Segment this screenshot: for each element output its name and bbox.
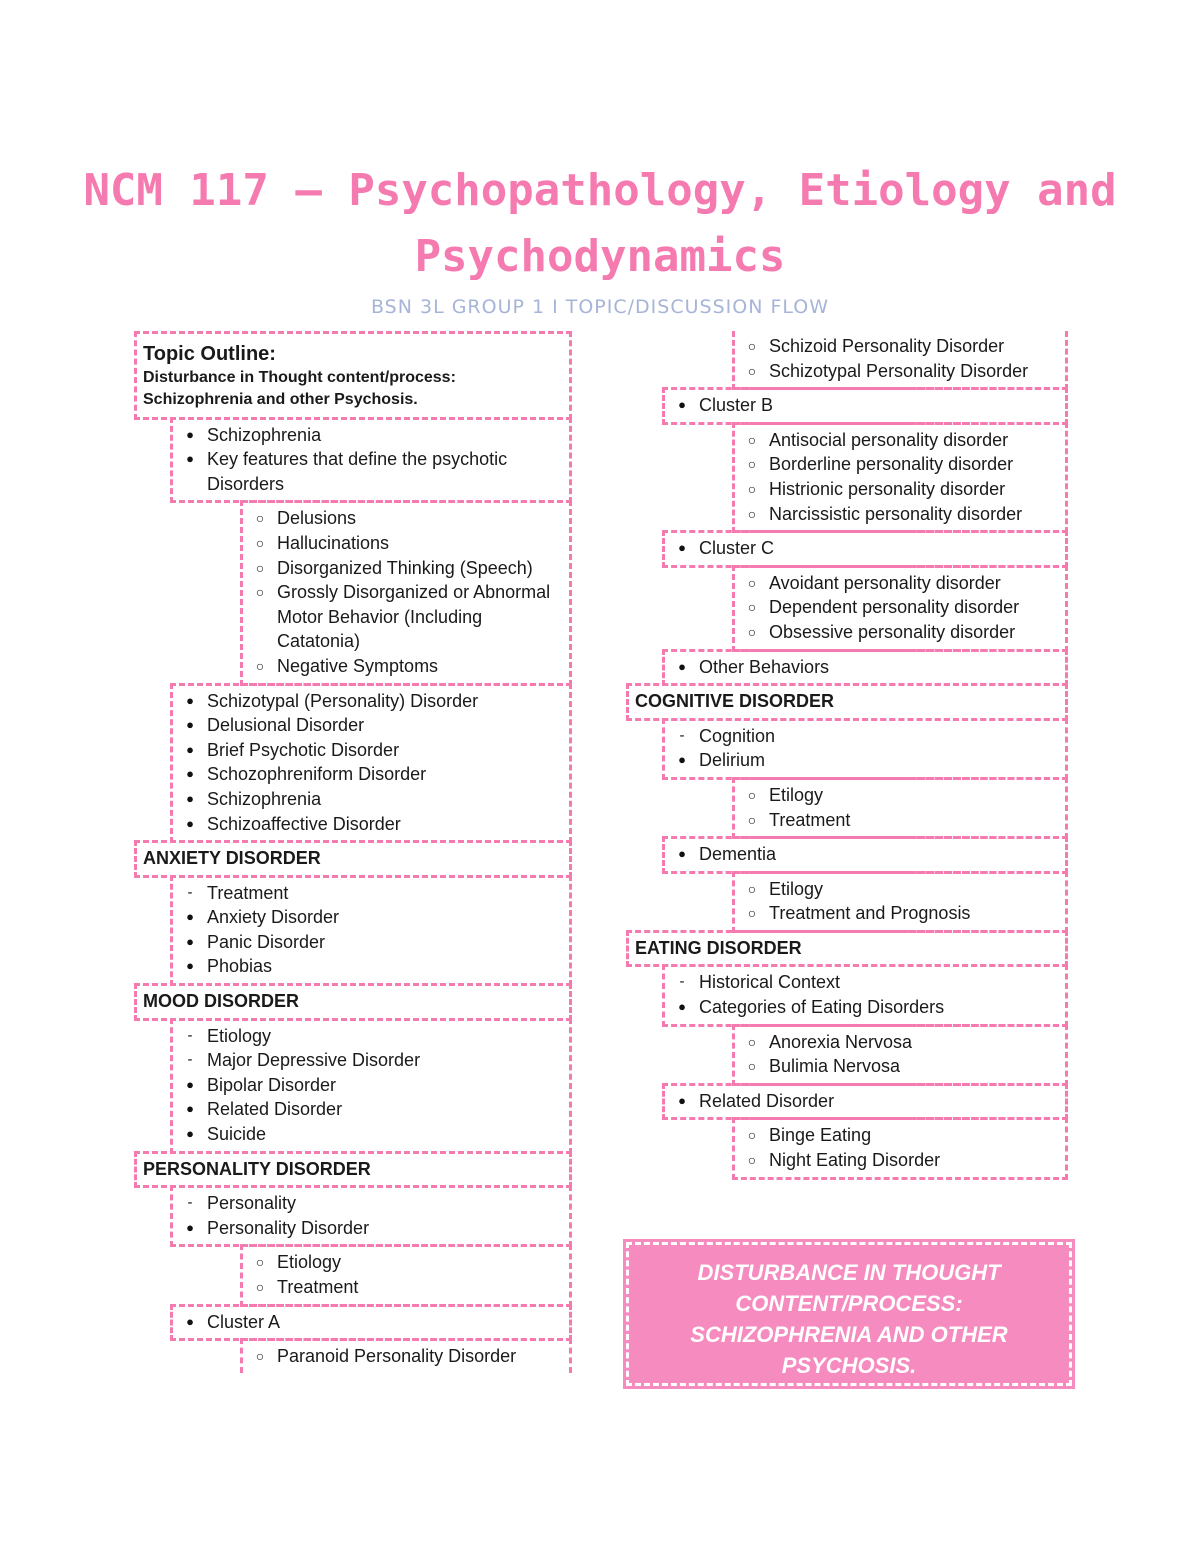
list-item: ○ Schizoid Personality Disorder [735,334,1057,359]
list-item: Catatonia) [277,631,361,652]
bullet-icon: ● [678,397,686,413]
circle-bullet-icon: ○ [747,1058,757,1075]
bullet-icon: ● [678,752,686,768]
dementia-sub-box [732,871,1068,933]
psychotic-features-box [240,500,572,685]
personality-heading-box [134,1151,572,1189]
bullet-icon: ● [186,717,194,733]
list-item: ● Cluster A [173,1310,561,1335]
bullet-icon: ● [186,958,194,974]
topic-outline-sub-2: Schizophrenia and other Psychosis. [143,390,418,408]
dash-icon: - [679,973,685,991]
callout-line-3: SCHIZOPHRENIA AND OTHER [690,1322,1008,1347]
bullet-icon: ● [186,815,194,831]
title-line-2: Psychodynamics [414,231,786,282]
topic-outline-box [134,331,572,420]
bullet-icon: ● [186,692,194,708]
list-item: ○ Grossly Disorganized or Abnormal [243,580,561,605]
list-item: - Personality [173,1191,561,1216]
list-item: ○ Negative Symptoms [243,654,561,679]
mood-box [170,1018,572,1154]
list-item: - Etiology [173,1024,561,1049]
circle-bullet-icon: ○ [747,880,757,897]
cluster-b-box [662,387,1068,425]
list-item: ○ Dependent personality disorder [735,595,1057,620]
list-item: ○ Narcissistic personality disorder [735,502,1057,527]
eating-categories-box [732,1024,1068,1086]
dementia-box [662,836,1068,874]
topic-outline-heading: Topic Outline: [143,343,276,365]
list-item: ● Delirium [665,748,1057,773]
circle-bullet-icon: ○ [747,431,757,448]
list-item: ● Related Disorder [173,1097,561,1122]
list-item: ● Panic Disorder [173,930,561,955]
list-item: ○ Histrionic personality disorder [735,477,1057,502]
list-item: ○ Borderline personality disorder [735,452,1057,477]
bullet-icon: ● [678,999,686,1015]
circle-bullet-icon: ○ [255,1348,265,1365]
bullet-icon: ● [186,741,194,757]
section-heading: MOOD DISORDER [143,991,300,1012]
list-item: ● Cluster C [665,536,1057,561]
circle-bullet-icon: ○ [747,599,757,616]
list-item: ● Schizophrenia [173,423,561,448]
list-item: - Treatment [173,881,561,906]
circle-bullet-icon: ○ [255,559,265,576]
circle-bullet-icon: ○ [747,362,757,379]
circle-bullet-icon: ○ [747,623,757,640]
cognitive-heading-box [626,683,1068,721]
bullet-icon: ● [186,1126,194,1142]
right-column [626,334,1068,1180]
bullet-icon: ● [186,1219,194,1235]
anxiety-heading-box [134,840,572,878]
other-behaviors-box [662,649,1068,687]
eating-heading-box [626,930,1068,968]
list-item: ● Schizotypal (Personality) Disorder [173,689,561,714]
list-item: - Major Depressive Disorder [173,1048,561,1073]
bullet-icon: ● [186,933,194,949]
list-item: ● Personality Disorder [173,1216,561,1241]
list-item: ● Cluster B [665,393,1057,418]
section-heading: COGNITIVE DISORDER [635,691,835,712]
cluster-c-box [662,530,1068,568]
circle-bullet-icon: ○ [747,786,757,803]
list-item: - Historical Context [665,970,1057,995]
eating-box [662,964,1068,1026]
list-item: Disorders [207,473,285,494]
schizophrenia-box [170,417,572,504]
other-psychotic-disorders-box [170,683,572,844]
callout-line-1: DISTURBANCE IN THOUGHT [697,1260,1001,1285]
list-item: ● Categories of Eating Disorders [665,995,1057,1020]
cluster-b-items-box [732,422,1068,533]
list-item: ● Schizophrenia [173,787,561,812]
list-item: ○ Obsessive personality disorder [735,620,1057,645]
anxiety-box [170,875,572,986]
bullet-icon: ● [186,766,194,782]
list-item: ● Schozophreniform Disorder [173,762,561,787]
section-heading: PERSONALITY DISORDER [143,1158,371,1179]
title-line-1: NCM 117 – Psychopathology, Etiology and [83,165,1117,216]
list-item: ○ Etilogy [735,783,1057,808]
list-item: ○ Bulimia Nervosa [735,1054,1057,1079]
list-item: ○ Hallucinations [243,531,561,556]
list-item: ○ Etilogy [735,877,1057,902]
bullet-icon: ● [186,426,194,442]
list-item: ● Schizoaffective Disorder [173,812,561,837]
list-item: ○ Binge Eating [735,1123,1057,1148]
personality-sub-box [240,1244,572,1306]
list-item: ○ Etiology [243,1250,561,1275]
circle-bullet-icon: ○ [747,905,757,922]
circle-bullet-icon: ○ [747,1127,757,1144]
callout-line-2: CONTENT/PROCESS: [735,1291,963,1316]
list-item: - Cognition [665,724,1057,749]
cluster-c-items-box [732,565,1068,652]
bullet-icon: ● [186,1101,194,1117]
list-item: ○ Night Eating Disorder [735,1148,1057,1173]
page-title [0,158,1200,290]
list-item: ○ Treatment [735,808,1057,833]
circle-bullet-icon: ○ [255,1254,265,1271]
list-item: ● Dementia [665,842,1057,867]
list-item: ● Brief Psychotic Disorder [173,738,561,763]
list-item: ○ Delusions [243,506,561,531]
bullet-icon: ● [678,846,686,862]
circle-bullet-icon: ○ [255,1279,265,1295]
list-item: ○ Anorexia Nervosa [735,1030,1057,1055]
list-item: ○ Disorganized Thinking (Speech) [243,556,561,581]
personality-box [170,1185,572,1247]
bullet-icon: ● [186,1076,194,1092]
delirium-sub-box [732,777,1068,839]
list-item: ● Delusional Disorder [173,713,561,738]
section-heading: ANXIETY DISORDER [143,848,321,869]
circle-bullet-icon: ○ [255,657,265,674]
dash-icon: - [187,1051,193,1069]
circle-bullet-icon: ○ [747,338,757,354]
circle-bullet-icon: ○ [747,505,757,522]
list-item: ○ Treatment [243,1275,561,1300]
cluster-a-items-box [240,1338,572,1373]
list-item: ○ Treatment and Prognosis [735,901,1057,926]
dash-icon: - [187,883,193,901]
cluster-a-cont-box [732,331,1068,390]
related-sub-box [732,1117,1068,1179]
circle-bullet-icon: ○ [747,811,757,828]
list-item: ● Phobias [173,954,561,979]
section-heading: EATING DISORDER [635,937,802,958]
bullet-icon: ● [186,451,194,467]
topic-outline-sub-1: Disturbance in Thought content/process: [143,368,456,386]
page-subtitle: BSN 3L GROUP 1 I TOPIC/DISCUSSION FLOW [370,296,830,318]
list-item: ○ Schizotypal Personality Disorder [735,359,1057,384]
dash-icon: - [187,1026,193,1044]
list-item: Motor Behavior (Including [277,606,483,627]
circle-bullet-icon: ○ [255,584,265,601]
bullet-icon: ● [186,1313,194,1329]
circle-bullet-icon: ○ [747,480,757,497]
bullet-icon: ● [186,790,194,806]
related-disorder-box [662,1083,1068,1121]
list-item: ● Other Behaviors [665,655,1057,680]
circle-bullet-icon: ○ [255,510,265,527]
cluster-a-box [170,1304,572,1342]
mood-heading-box [134,983,572,1021]
circle-bullet-icon: ○ [747,574,757,591]
bullet-icon: ● [678,1092,686,1108]
dash-icon: - [187,1194,193,1212]
bullet-icon: ● [186,909,194,925]
list-item: ○ Antisocial personality disorder [735,428,1057,453]
cognitive-box [662,718,1068,780]
bullet-icon: ● [678,540,686,556]
list-item: ● Key features that define the psychotic [173,447,561,472]
callout-line-4: PSYCHOSIS. [781,1353,917,1378]
bullet-icon: ● [678,658,686,674]
list-item: ● Suicide [173,1122,561,1147]
list-item: ● Anxiety Disorder [173,905,561,930]
list-item: ● Bipolar Disorder [173,1073,561,1098]
list-item: ○ Avoidant personality disorder [735,571,1057,596]
list-item: ○ Paranoid Personality Disorder [243,1344,561,1369]
circle-bullet-icon: ○ [255,534,265,551]
circle-bullet-icon: ○ [747,1033,757,1050]
left-column [134,334,572,1373]
circle-bullet-icon: ○ [747,1152,757,1169]
circle-bullet-icon: ○ [747,456,757,473]
list-item: ● Related Disorder [665,1089,1057,1114]
dash-icon: - [679,726,685,744]
section-callout [626,1242,1072,1386]
